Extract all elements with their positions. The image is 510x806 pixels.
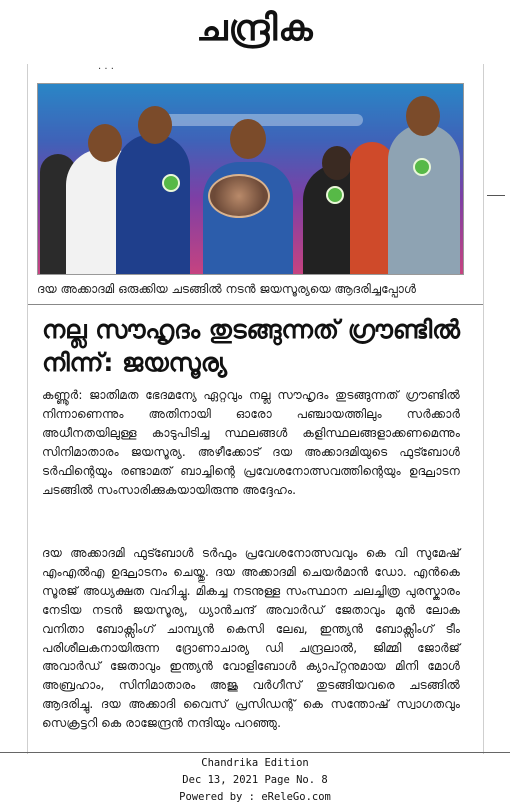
person-head	[88, 124, 122, 162]
edition-name: Chandrika Edition	[201, 757, 309, 769]
article-paragraph: ദയ അക്കാദമി ഫുട്ബോൾ ടർഫും പ്രവേശനോത്സവവും കെ വി സുമേഷ് എംഎൽഎ ഉദ്ഘാടനം ചെയ്തു. ദയ അക്കാദമി ചെയർമാൻ ഡോ. എൻകെ സൂരജ് അധ്യക്ഷത വഹിച്ചു. മികച്ച നടനുള്ള സംസ്ഥാന ചലച്ചിത്ര പുരസ്കാരം നേടിയ നടൻ ജയസൂര്യ, ധ്യാൻചന്ദ് അവാർഡ് ജേതാവും മുൻ ലോക വനിതാ ബോക്സിംഗ് ചാമ്പ്യൻ കെസി ലേഖ, ഇന്ത്യൻ ബോക്സിംഗ് ടീം പരിശീലകനായിരുന്ന ദ്രോണാചാര്യ ഡി ചന്ദ്രലാൽ, ജിമ്മി ജോർജ് അവാർഡ് ജേതാവും ഇന്ത്യൻ വോളിബോൾ ക്യാപ്റ്റനുമായ മിനി മോൾ അബ്രഹാം, സിനിമാതാരം അജു വർഗീസ് തുടങ്ങിയവരെ ചടങ്ങിൽ ആദരിച്ചു. ദയ അക്കാദി വൈസ് പ്രസിഡന്റ് കെ സന്തോഷ് സ്വാഗതവും സെക്രട്ടറി കെ രാജേന്ദ്രൻ നന്ദിയും പറഞ്ഞു.	[42, 546, 460, 731]
person-head	[406, 96, 440, 136]
person-head	[322, 146, 352, 180]
stage-banner-strip	[163, 114, 363, 126]
person-silhouette	[116, 134, 190, 274]
date-page-number: Dec 13, 2021 Page No. 8	[182, 774, 328, 786]
powered-by-link[interactable]: Powered by : eReleGo.com	[179, 791, 331, 803]
person-head	[230, 119, 266, 159]
footer-divider	[0, 752, 510, 753]
stage-banner-graphic	[148, 88, 378, 116]
rosette-badge	[326, 186, 344, 204]
rosette-badge	[413, 158, 431, 176]
article-paragraph: കണ്ണൂർ: ജാതിമത ഭേദമന്യേ ഏറ്റവും നല്ല സൗഹൃദം തുടങ്ങുന്നത് ഗ്രൗണ്ടിൽ നിന്നാണെന്നും അതിനായി ഓരോ പഞ്ചായത്തിലും സർക്കാർ അധീനതയിലുള്ള കാടുപിടിച്ച സ്ഥലങ്ങൾ കളിസ്ഥലങ്ങളാക്കണമെന്നും സിനിമാതാരം ജയസൂര്യ. അഴീക്കോട് ദയ അക്കാദമിയുടെ ഫുട്ബോൾ ടർഫിന്റെയും രണ്ടാമത് ബാച്ചിന്റെ പ്രവേശനോത്സവത്തിന്റെയും ഉദ്ഘാടന ചടങ്ങിൽ സംസാരിക്കുകയായിരുന്നു അദ്ദേഹം.	[42, 388, 460, 497]
rosette-badge	[162, 174, 180, 192]
photo-caption: ദയ അക്കാദമി ഒരുക്കിയ ചടങ്ങിൽ നടൻ ജയസൂര്യയെ ആദരിച്ചപ്പോൾ	[37, 282, 416, 296]
page-footer	[0, 755, 510, 806]
article-photo	[37, 83, 464, 275]
person-silhouette	[388, 124, 460, 274]
article-headline: നല്ല സൗഹൃദം തുടങ്ങുന്നത് ഗ്രൗണ്ടിൽ നിന്ന്: ജയസൂര്യ	[42, 315, 461, 377]
newspaper-masthead: ചന്ദ്രിക	[196, 8, 314, 49]
person-head	[138, 106, 172, 144]
memento-shield	[208, 174, 270, 218]
margin-mark	[487, 195, 505, 196]
newspaper-clipping	[27, 64, 484, 754]
divider	[28, 304, 483, 305]
clipped-top-text: · · ·	[98, 64, 114, 75]
